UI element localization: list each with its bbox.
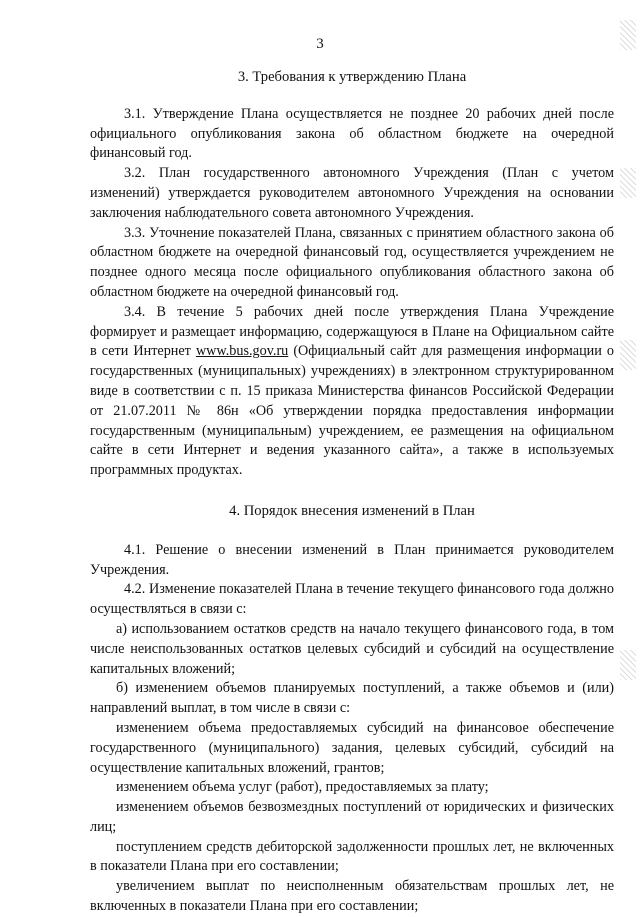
paragraph-3-2: 3.2. План государственного автономного Учреждения (План с учетом изменений) утверждается руководителем автономного Учреждения на основании заключения наблюдательного совета автономного Учреждения.: [90, 165, 614, 221]
scan-noise-mark: [620, 20, 636, 50]
paragraph-3-4: [90, 303, 614, 481]
sub-item-paid-services: изменением объема услуг (работ), предоставляемых за плату;: [116, 779, 489, 796]
paragraph-3-4-text-end: (Официальный сайт для размещения информации о государственных (муниципальных) учреждениях) в электронном структурированном виде в соответствии с п. 15 приказа Министерства финансов Российской Федерации от 21.07.2011 № 86н «Об утверждении порядка предоставления информации государственным (муниципальным) учреждением, ее размещения на официальном сайте в сети Интернет и ведения указанного сайта», а также в используемых программных продуктах.: [90, 343, 614, 479]
scan-noise-mark: [620, 650, 636, 680]
paragraph-4-2: 4.2. Изменение показателей Плана в течение текущего финансового года должно осуществляться в связи с:: [90, 581, 614, 618]
document-body: [90, 68, 614, 917]
list-item-a: а) использованием остатков средств на начало текущего финансового года, в том числе неиспользованных остатков целевых субсидий и субсидий на осуществление капитальных вложений;: [90, 620, 614, 677]
sub-item-subsidies: изменением объема предоставляемых субсидий на финансовое обеспечение государственного (муниципального) задания, целевых субсидий, субсидий на осуществление капитальных вложений, грантов;: [90, 719, 614, 776]
section-4-heading: 4. Порядок внесения изменений в План: [229, 502, 475, 519]
scan-noise-mark: [620, 168, 636, 198]
scan-noise-mark: [620, 340, 636, 370]
paragraph-3-3: 3.3. Уточнение показателей Плана, связанных с принятием областного закона об областном бюджете на очередной финансовый год, осуществляется учреждением не позднее одного месяца после официального опубликования областного закона об областном бюджете на очередной финансовый год.: [90, 224, 614, 300]
website-link[interactable]: www.bus.gov.ru: [195, 343, 289, 360]
sub-item-obligations: увеличением выплат по неисполненным обязательствам прошлых лет, не включенных в показатели Плана при его составлении;: [90, 878, 614, 915]
sub-item-donations: изменением объемов безвозмездных поступлений от юридических и физических лиц;: [90, 799, 614, 835]
page-number: 3: [316, 36, 324, 52]
sub-item-receivables: поступлением средств дебиторской задолженности прошлых лет, не включенных в показатели Плана при его составлении;: [90, 838, 614, 875]
paragraph-3-4-text-start: 3.4. В течение 5 рабочих дней после утверждения Плана Учреждение формирует и размещает информацию, содержащуюся в Плане на Официальном сайте в сети Интернет: [90, 303, 614, 360]
paragraph-4-1: 4.1. Решение о внесении изменений в План принимается руководителем Учреждения.: [90, 541, 614, 578]
list-item-b: б) изменением объемов планируемых поступлений, а также объемов и (или) направлений выплат, в том числе в связи с:: [90, 680, 614, 717]
section-3-heading: 3. Требования к утверждению Плана: [237, 69, 467, 85]
paragraph-3-1: 3.1. Утверждение Плана осуществляется не позднее 20 рабочих дней после официального опубликования закона об областном бюджете на очередной финансовый год.: [90, 105, 614, 162]
